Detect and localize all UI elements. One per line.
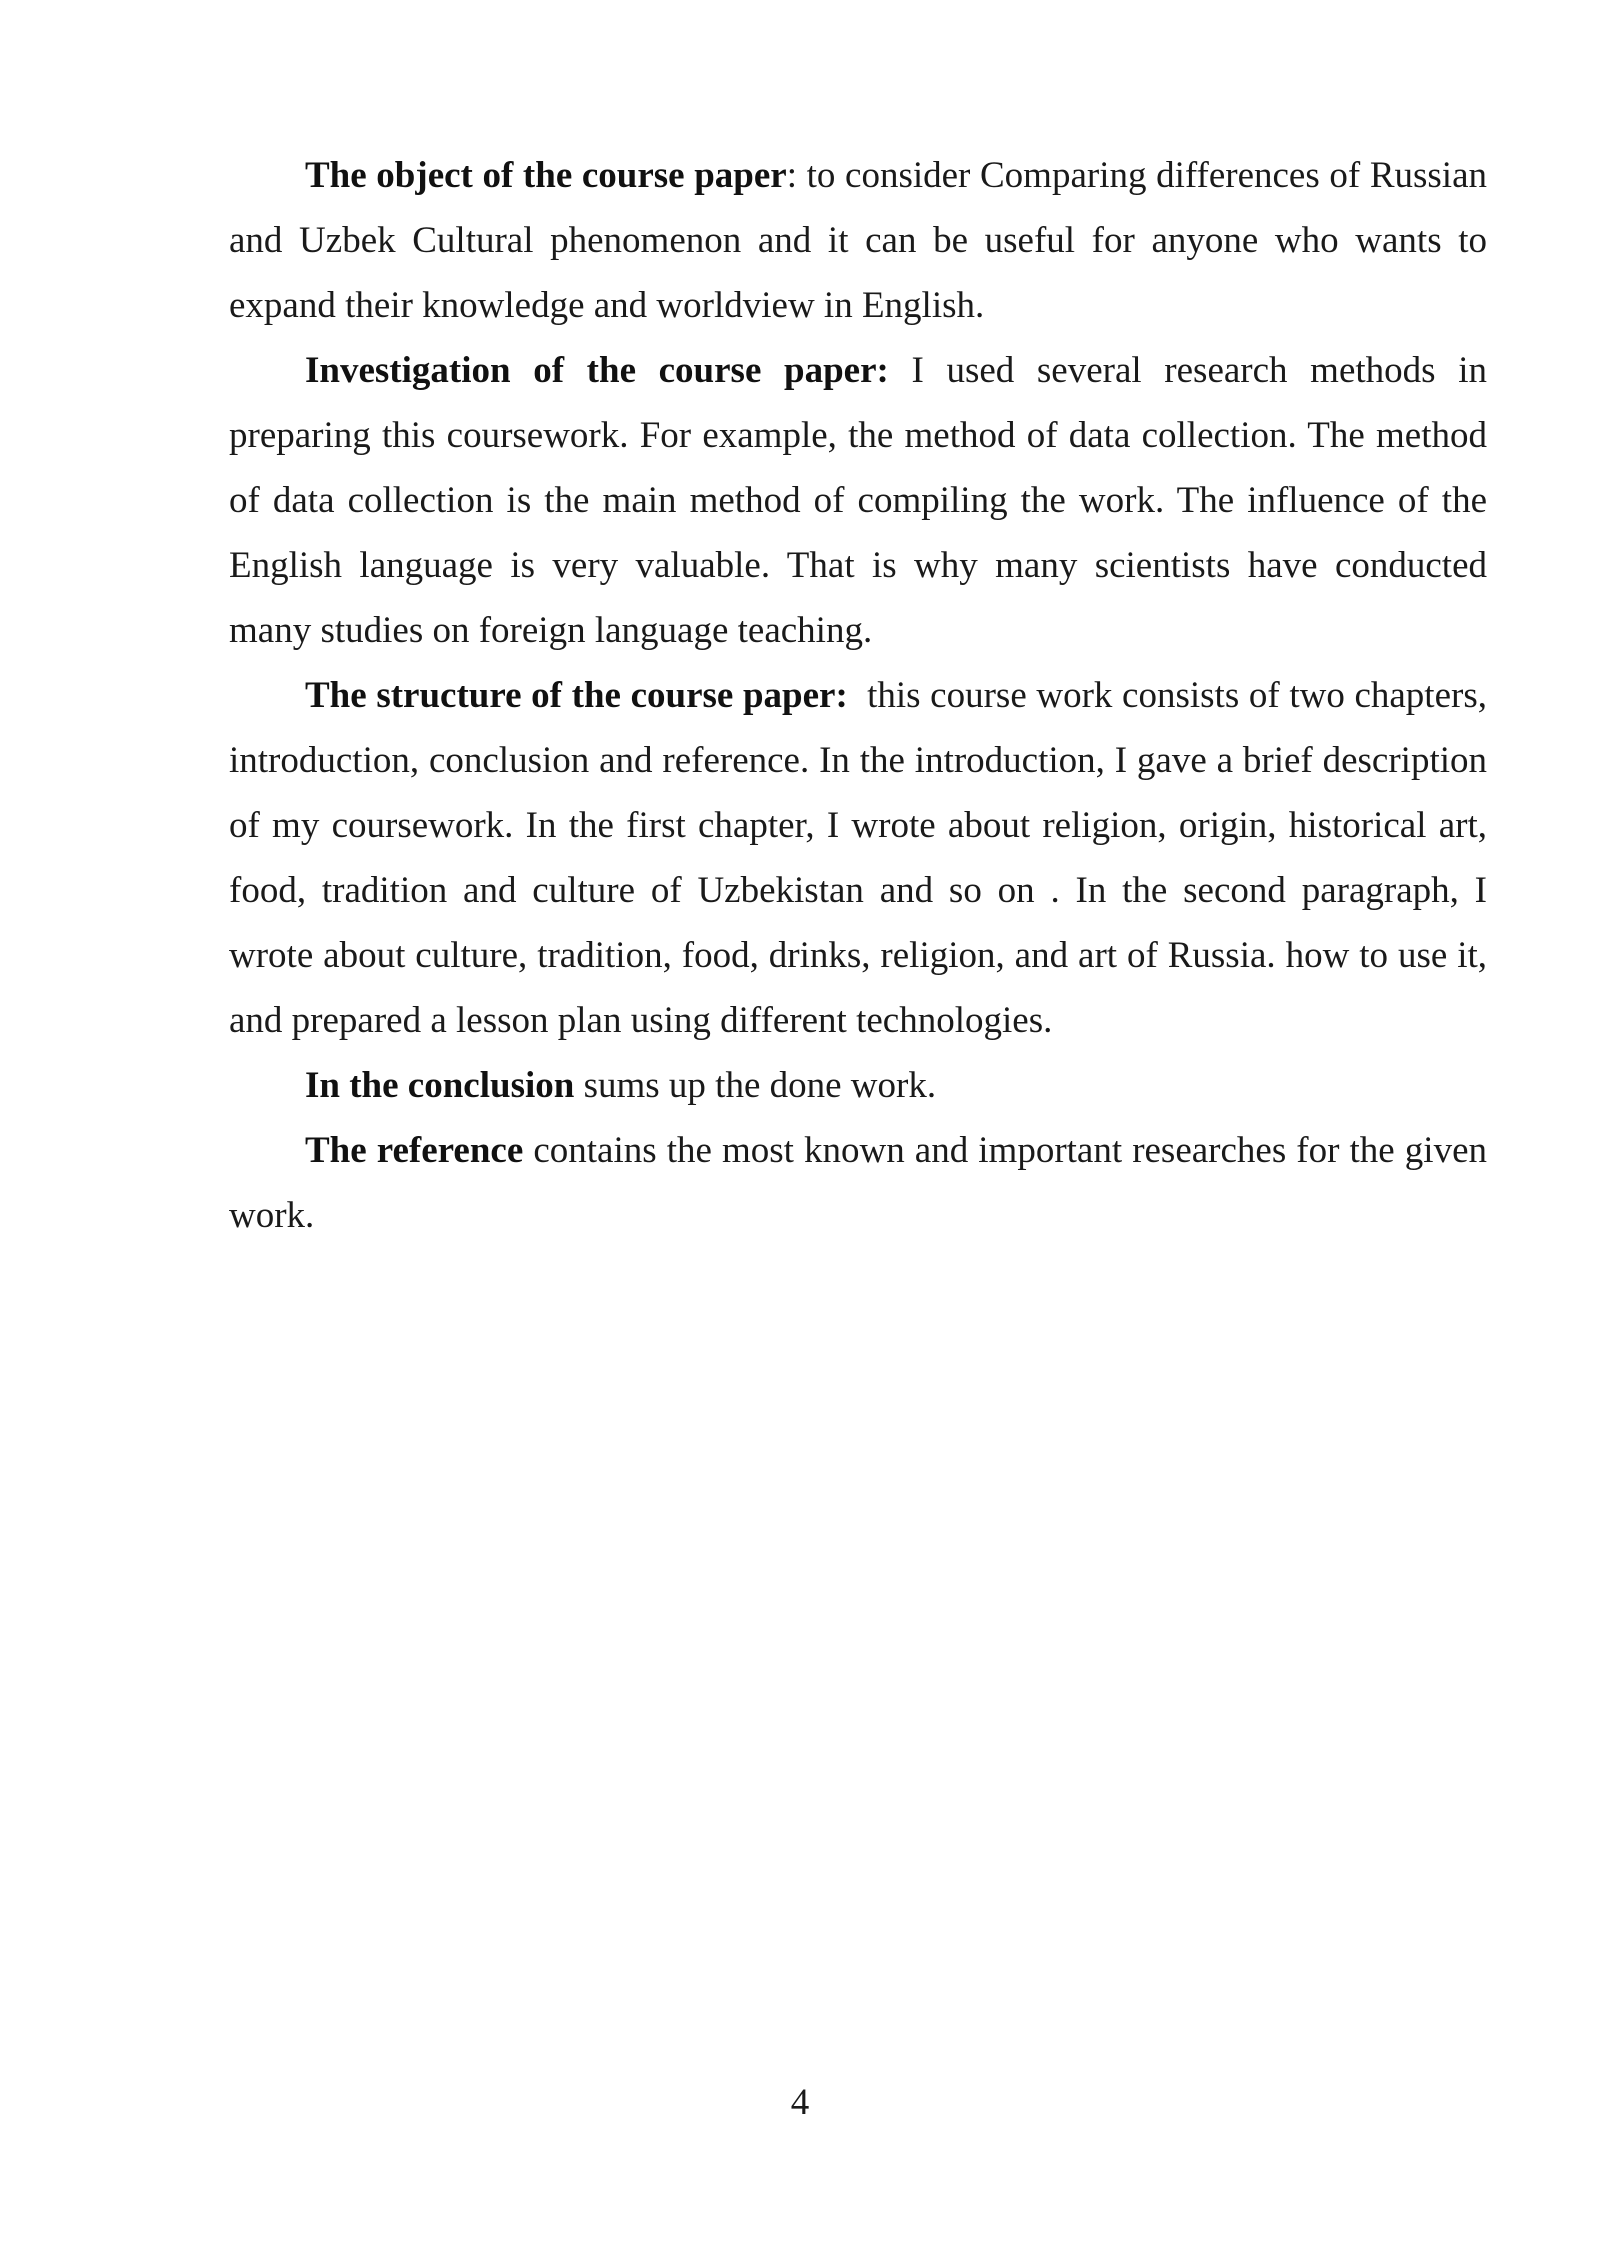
paragraph-structure bbox=[229, 663, 1497, 1053]
paragraph-object-label: The object of the course paper bbox=[305, 155, 787, 196]
paragraph-conclusion bbox=[229, 1053, 1487, 1118]
paragraph-conclusion-text: sums up the done work. bbox=[574, 1065, 937, 1106]
paragraph-reference bbox=[229, 1118, 1487, 1248]
paragraph-reference-label: The reference bbox=[305, 1130, 524, 1171]
paragraph-investigation-text: I used several research methods in preparing this coursework. For example, the method of data collection. The method of data collection is the main method of compiling the work. The influence of the English language is very valuable. That is why many scientists have conducted many studies on foreign language teaching. bbox=[229, 350, 1487, 651]
paragraph-structure-label: The structure of the course paper: bbox=[305, 675, 848, 716]
paragraph-investigation-label: Investigation of the course paper: bbox=[305, 350, 889, 391]
paragraph-conclusion-label: In the conclusion bbox=[305, 1065, 575, 1106]
paragraph-structure-text: this course work consists of two chapters, introduction, conclusion and reference. In the introduction, I gave a brief description of my coursework. In the first chapter, I wrote about religion, origin, historical art, food, tradition and culture of Uzbekistan and so on . In the second paragraph, I wrote about culture, tradition, food, drinks, religion, and art of Russia. how to use it, and prepared a lesson plan using different technologies. bbox=[229, 675, 1497, 1041]
body-text bbox=[229, 143, 1497, 1248]
paragraph-investigation bbox=[229, 338, 1487, 663]
paragraph-object-text: : to consider Comparing differences of Russian and Uzbek Cultural phenomenon and it can be useful for anyone who wants to expand their knowledge and worldview in English. bbox=[229, 155, 1487, 326]
paragraph-reference-text: contains the most known and important researches for the given work. bbox=[229, 1130, 1487, 1236]
page-number: 4 bbox=[790, 2082, 810, 2123]
paragraph-object bbox=[229, 143, 1487, 338]
